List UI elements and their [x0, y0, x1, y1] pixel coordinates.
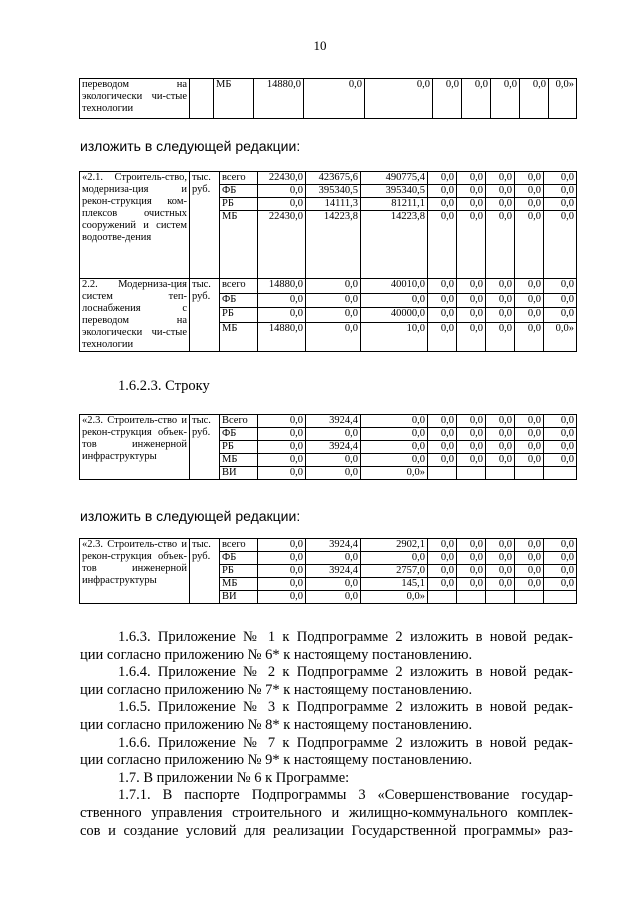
- paragraph-165: [80, 699, 573, 734]
- value-cell: 0,0: [486, 308, 515, 323]
- value-cell: 0,0: [515, 565, 544, 578]
- value-cell: 0,0: [457, 172, 486, 185]
- value-cell: 0,0: [544, 552, 577, 565]
- text-line: 1.6.5. Приложение № 3 к Подпрограмме 2 изложить в новой редак-: [118, 699, 573, 716]
- value-cell: 0,0: [544, 539, 577, 552]
- value-cell: 0,0: [433, 79, 462, 119]
- value-cell: 0,0: [544, 578, 577, 591]
- value-cell: 0,0: [515, 454, 544, 467]
- value-cell: 0,0: [361, 428, 428, 441]
- value-cell: 0,0: [306, 308, 361, 323]
- value-cell: 423675,6: [306, 172, 361, 185]
- value-cell: 0,0: [457, 428, 486, 441]
- value-cell: 22430,0: [258, 172, 306, 185]
- value-cell: 0,0: [544, 185, 577, 198]
- value-cell: 395340,5: [361, 185, 428, 198]
- value-cell: 0,0: [428, 454, 457, 467]
- row-source: ВИ: [220, 467, 258, 480]
- row-source: РБ: [220, 308, 258, 323]
- value-cell: 0,0: [258, 578, 306, 591]
- table-row: [80, 279, 577, 294]
- value-cell: 0,0: [486, 552, 515, 565]
- value-cell: 0,0: [515, 428, 544, 441]
- row-unit: [190, 79, 214, 119]
- table-a: [79, 171, 577, 352]
- value-cell: 0,0: [365, 79, 433, 119]
- row-name: «2.3. Строитель-ство и рекон-струкция объек-тов инженерной инфраструктуры: [80, 415, 190, 480]
- row-source: МБ: [220, 211, 258, 279]
- value-cell: 3924,4: [306, 565, 361, 578]
- value-cell: 0,0: [361, 454, 428, 467]
- value-cell: 40000,0: [361, 308, 428, 323]
- value-cell: 0,0: [515, 308, 544, 323]
- paragraph-17: [80, 770, 573, 788]
- table-row: [80, 172, 577, 185]
- value-cell: 0,0: [486, 279, 515, 294]
- value-cell: 14880,0: [254, 79, 304, 119]
- value-cell: 0,0: [258, 454, 306, 467]
- value-cell: [428, 467, 457, 480]
- value-cell: 0,0: [457, 454, 486, 467]
- row-unit: тыс. руб.: [190, 415, 220, 480]
- paragraph-163: [80, 629, 573, 664]
- value-cell: 0,0: [457, 308, 486, 323]
- value-cell: 0,0: [258, 552, 306, 565]
- value-cell: 0,0: [428, 322, 457, 351]
- value-cell: 0,0: [457, 185, 486, 198]
- value-cell: 0,0: [457, 552, 486, 565]
- value-cell: 0,0»: [361, 467, 428, 480]
- value-cell: 0,0: [306, 467, 361, 480]
- value-cell: 0,0: [258, 198, 306, 211]
- value-cell: 0,0: [457, 198, 486, 211]
- value-cell: 14111,3: [306, 198, 361, 211]
- value-cell: 0,0: [428, 185, 457, 198]
- row-source: МБ: [214, 79, 254, 119]
- value-cell: [428, 591, 457, 604]
- value-cell: 0,0: [486, 578, 515, 591]
- value-cell: 0,0: [258, 441, 306, 454]
- value-cell: 2757,0: [361, 565, 428, 578]
- table-row: [80, 539, 577, 552]
- table-top-fragment: [79, 78, 577, 119]
- value-cell: 0,0: [515, 441, 544, 454]
- value-cell: 0,0: [515, 539, 544, 552]
- value-cell: 0,0: [486, 539, 515, 552]
- value-cell: 0,0: [457, 415, 486, 428]
- row-source: ВИ: [220, 591, 258, 604]
- value-cell: 0,0»: [544, 322, 577, 351]
- row-unit: тыс. руб.: [190, 279, 220, 352]
- row-source: всего: [220, 172, 258, 185]
- value-cell: [486, 467, 515, 480]
- value-cell: 0,0: [544, 428, 577, 441]
- value-cell: 0,0: [258, 591, 306, 604]
- row-source: ФБ: [220, 552, 258, 565]
- value-cell: 0,0: [304, 79, 365, 119]
- text-line: 1.7.1. В паспорте Подпрограммы 3 «Совершенствование государ-: [118, 787, 573, 804]
- value-cell: 40010,0: [361, 279, 428, 294]
- value-cell: 0,0: [457, 539, 486, 552]
- row-source: РБ: [220, 441, 258, 454]
- value-cell: 0,0: [428, 578, 457, 591]
- value-cell: 0,0: [306, 279, 361, 294]
- value-cell: 0,0: [457, 441, 486, 454]
- value-cell: [457, 467, 486, 480]
- value-cell: 0,0: [306, 322, 361, 351]
- value-cell: 0,0: [544, 172, 577, 185]
- value-cell: 0,0: [520, 79, 549, 119]
- value-cell: 0,0: [486, 185, 515, 198]
- heading-new-edition-1: изложить в следующей редакции:: [80, 138, 301, 154]
- value-cell: 0,0: [491, 79, 520, 119]
- row-source: ФБ: [220, 428, 258, 441]
- value-cell: 0,0: [486, 322, 515, 351]
- value-cell: 0,0: [457, 322, 486, 351]
- value-cell: 0,0: [258, 565, 306, 578]
- value-cell: 0,0: [515, 415, 544, 428]
- value-cell: 145,1: [361, 578, 428, 591]
- value-cell: 3924,4: [306, 415, 361, 428]
- row-source: ФБ: [220, 293, 258, 308]
- value-cell: 0,0: [462, 79, 491, 119]
- value-cell: 0,0: [361, 293, 428, 308]
- value-cell: 0,0»: [361, 591, 428, 604]
- value-cell: 0,0: [457, 211, 486, 279]
- value-cell: 14880,0: [258, 279, 306, 294]
- value-cell: 14880,0: [258, 322, 306, 351]
- value-cell: 0,0: [457, 578, 486, 591]
- value-cell: 0,0: [544, 279, 577, 294]
- text-line: 1.6.3. Приложение № 1 к Подпрограмме 2 изложить в новой редак-: [118, 629, 573, 645]
- value-cell: 3924,4: [306, 441, 361, 454]
- value-cell: 0,0: [544, 293, 577, 308]
- value-cell: 81211,1: [361, 198, 428, 211]
- value-cell: 0,0: [486, 454, 515, 467]
- value-cell: 0,0: [486, 198, 515, 211]
- value-cell: 0,0: [361, 552, 428, 565]
- value-cell: 0,0: [515, 198, 544, 211]
- value-cell: 0,0: [544, 441, 577, 454]
- value-cell: 0,0»: [549, 79, 577, 119]
- page-number: 10: [313, 38, 327, 53]
- row-name: переводом на экологически чи-стые технологии: [80, 79, 190, 119]
- row-name: «2.1. Строитель-ство, модерниза-ция и рекон-струкция ком-плексов очистных сооружений и систем водоотве-дения: [80, 172, 190, 279]
- section-1623: 1.6.2.3. Строку: [118, 378, 210, 394]
- value-cell: 0,0: [428, 211, 457, 279]
- heading-new-edition-2: изложить в следующей редакции:: [80, 508, 301, 524]
- row-source: МБ: [220, 322, 258, 351]
- value-cell: 0,0: [428, 172, 457, 185]
- value-cell: [515, 467, 544, 480]
- value-cell: 14223,8: [361, 211, 428, 279]
- row-name: «2.3. Строитель-ство и рекон-струкция объек-тов инженерной инфраструктуры: [80, 539, 190, 604]
- text-line: ции согласно приложению № 7* к настоящему постановлению.: [80, 681, 473, 698]
- value-cell: 0,0: [515, 185, 544, 198]
- text-line: 1.6.4. Приложение № 2 к Подпрограмме 2 изложить в новой редак-: [118, 664, 573, 681]
- value-cell: [457, 591, 486, 604]
- paragraph-166: [80, 735, 573, 770]
- text-line: сов и создание условий для реализации Государственной программы» раз-: [80, 822, 573, 839]
- value-cell: 490775,4: [361, 172, 428, 185]
- row-source: МБ: [220, 454, 258, 467]
- row-source: всего: [220, 279, 258, 294]
- value-cell: 0,0: [486, 441, 515, 454]
- text-line: ственного управления строительного и жилищно-коммунального комплек-: [80, 804, 573, 821]
- value-cell: 0,0: [306, 591, 361, 604]
- value-cell: 0,0: [486, 172, 515, 185]
- text-line: ции согласно приложению № 8* к настоящему постановлению.: [80, 716, 473, 733]
- body-text: [80, 629, 573, 840]
- value-cell: 0,0: [544, 415, 577, 428]
- value-cell: 0,0: [515, 293, 544, 308]
- row-source: всего: [220, 539, 258, 552]
- text-line: 1.7. В приложении № 6 к Программе:: [118, 769, 350, 786]
- value-cell: [544, 591, 577, 604]
- value-cell: 0,0: [428, 279, 457, 294]
- value-cell: 0,0: [457, 565, 486, 578]
- value-cell: 0,0: [306, 454, 361, 467]
- value-cell: [544, 467, 577, 480]
- table-c: [79, 538, 577, 604]
- table-b: [79, 414, 577, 480]
- value-cell: 0,0: [428, 552, 457, 565]
- value-cell: 0,0: [306, 578, 361, 591]
- text-line: ции согласно приложению № 6* к настоящему постановлению.: [80, 646, 473, 663]
- value-cell: 14223,8: [306, 211, 361, 279]
- value-cell: 395340,5: [306, 185, 361, 198]
- row-source: РБ: [220, 565, 258, 578]
- value-cell: 10,0: [361, 322, 428, 351]
- value-cell: 0,0: [306, 428, 361, 441]
- value-cell: 0,0: [428, 428, 457, 441]
- value-cell: [486, 591, 515, 604]
- value-cell: 0,0: [515, 322, 544, 351]
- value-cell: 0,0: [306, 552, 361, 565]
- table-row: [80, 415, 577, 428]
- row-unit: тыс. руб.: [190, 172, 220, 279]
- value-cell: 0,0: [486, 428, 515, 441]
- value-cell: 0,0: [258, 539, 306, 552]
- row-name: 2.2. Модерниза-ция систем теп-лоснабжения с переводом на экологически чи-стые технологии: [80, 279, 190, 352]
- paragraph-164: [80, 664, 573, 699]
- value-cell: 0,0: [258, 308, 306, 323]
- value-cell: 0,0: [428, 293, 457, 308]
- value-cell: 0,0: [258, 185, 306, 198]
- value-cell: 0,0: [515, 172, 544, 185]
- value-cell: 0,0: [457, 279, 486, 294]
- table-row: [80, 79, 577, 119]
- value-cell: 0,0: [361, 415, 428, 428]
- row-unit: тыс. руб.: [190, 539, 220, 604]
- value-cell: 0,0: [258, 293, 306, 308]
- value-cell: 0,0: [457, 293, 486, 308]
- value-cell: 0,0: [428, 565, 457, 578]
- text-line: ции согласно приложению № 9* к настоящему постановлению.: [80, 752, 473, 769]
- value-cell: 0,0: [486, 415, 515, 428]
- row-source: Всего: [220, 415, 258, 428]
- value-cell: 0,0: [428, 308, 457, 323]
- value-cell: [515, 591, 544, 604]
- value-cell: 0,0: [486, 211, 515, 279]
- value-cell: 0,0: [428, 539, 457, 552]
- value-cell: 0,0: [258, 428, 306, 441]
- value-cell: 3924,4: [306, 539, 361, 552]
- value-cell: 0,0: [515, 279, 544, 294]
- paragraph-171: [80, 787, 573, 840]
- value-cell: 0,0: [486, 565, 515, 578]
- value-cell: 0,0: [428, 198, 457, 211]
- value-cell: 2902,1: [361, 539, 428, 552]
- value-cell: 0,0: [258, 415, 306, 428]
- row-source: МБ: [220, 578, 258, 591]
- value-cell: 0,0: [428, 441, 457, 454]
- value-cell: 0,0: [515, 578, 544, 591]
- row-source: РБ: [220, 198, 258, 211]
- value-cell: 0,0: [361, 441, 428, 454]
- value-cell: 0,0: [515, 211, 544, 279]
- value-cell: 0,0: [486, 293, 515, 308]
- value-cell: 22430,0: [258, 211, 306, 279]
- text-line: 1.6.6. Приложение № 7 к Подпрограмме 2 изложить в новой редак-: [118, 734, 573, 751]
- value-cell: 0,0: [544, 565, 577, 578]
- value-cell: 0,0: [544, 454, 577, 467]
- value-cell: 0,0: [544, 308, 577, 323]
- value-cell: 0,0: [258, 467, 306, 480]
- value-cell: 0,0: [515, 552, 544, 565]
- value-cell: 0,0: [544, 198, 577, 211]
- row-source: ФБ: [220, 185, 258, 198]
- value-cell: 0,0: [544, 211, 577, 279]
- value-cell: 0,0: [428, 415, 457, 428]
- value-cell: 0,0: [306, 293, 361, 308]
